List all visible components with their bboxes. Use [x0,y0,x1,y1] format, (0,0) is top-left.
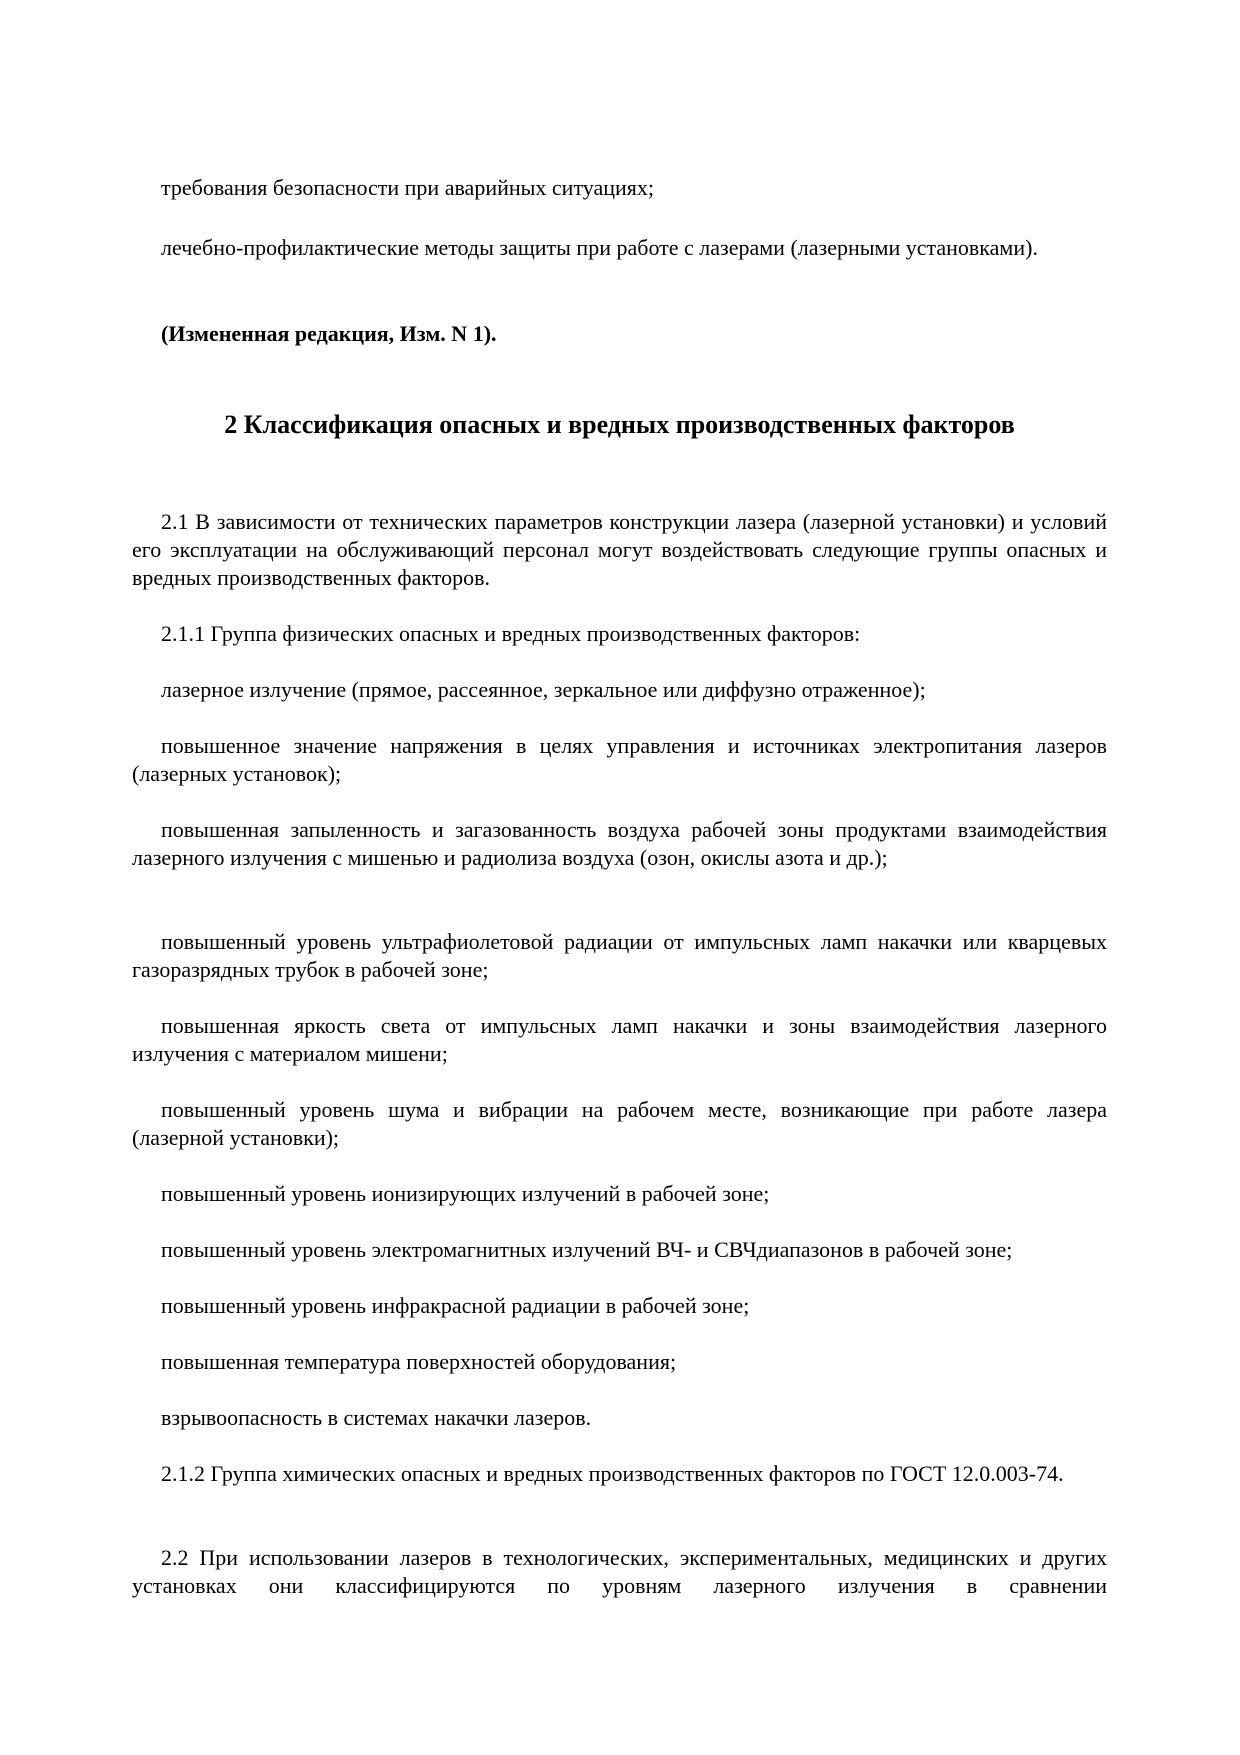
list-item-dust-gas: повышенная запыленность и загазованность воздуха рабочей зоны продуктами взаимодействия лазерного излучения с мишенью и радиолиза воздуха (озон, окислы азота и др.); [132,817,1107,870]
list-item-electromagnetic: повышенный уровень электромагнитных излучений ВЧ- и СВЧдиапазонов в рабочей зоне; [161,1237,1013,1262]
paragraph-medical-methods: лечебно-профилактические методы защиты при работе с лазерами (лазерными установками). [161,235,1038,260]
section-heading: 2 Классификация опасных и вредных производственных факторов [224,410,1015,439]
list-item-voltage: повышенное значение напряжения в целях управления и источниках электропитания лазеров (лазерных установок); [132,733,1107,786]
list-item-temperature: повышенная температура поверхностей оборудования; [161,1349,677,1374]
list-item-noise-vibration: повышенный уровень шума и вибрации на рабочем месте, возникающие при работе лазера (лазерной установки); [132,1097,1107,1150]
list-item-ionizing: повышенный уровень ионизирующих излучений в рабочей зоне; [161,1181,770,1206]
list-item-ultraviolet: повышенный уровень ультрафиолетовой радиации от импульсных ламп накачки или кварцевых газоразрядных трубок в рабочей зоне; [132,929,1107,982]
paragraph-2-1-1: 2.1.1 Группа физических опасных и вредных производственных факторов: [161,621,861,646]
list-item-brightness: повышенная яркость света от импульсных ламп накачки и зоны взаимодействия лазерного излучения с материалом мишени; [132,1013,1107,1066]
list-item-laser-radiation: лазерное излучение (прямое, рассеянное, зеркальное или диффузно отраженное); [161,677,926,702]
paragraph-2-1-2: 2.1.2 Группа химических опасных и вредных производственных факторов по ГОСТ 12.0.003-74. [161,1461,1064,1486]
list-item-explosion: взрывоопасность в системах накачки лазеров. [161,1405,592,1430]
paragraph-emergency-requirements: требования безопасности при аварийных ситуациях; [161,175,655,200]
paragraph-2-1: 2.1 В зависимости от технических параметров конструкции лазера (лазерной установки) и условий его эксплуатации на обслуживающий персонал могут воздействовать следующие группы опасных и вредных производственных факторов. [132,509,1107,590]
paragraph-edition-note: (Измененная редакция, Изм. N 1). [161,321,497,346]
list-item-infrared: повышенный уровень инфракрасной радиации в рабочей зоне; [161,1293,750,1318]
paragraph-2-2: 2.2 При использовании лазеров в технологических, экспериментальных, медицинских и других установках они классифицируются по уровням лазерного излучения в сравнении [132,1545,1107,1598]
